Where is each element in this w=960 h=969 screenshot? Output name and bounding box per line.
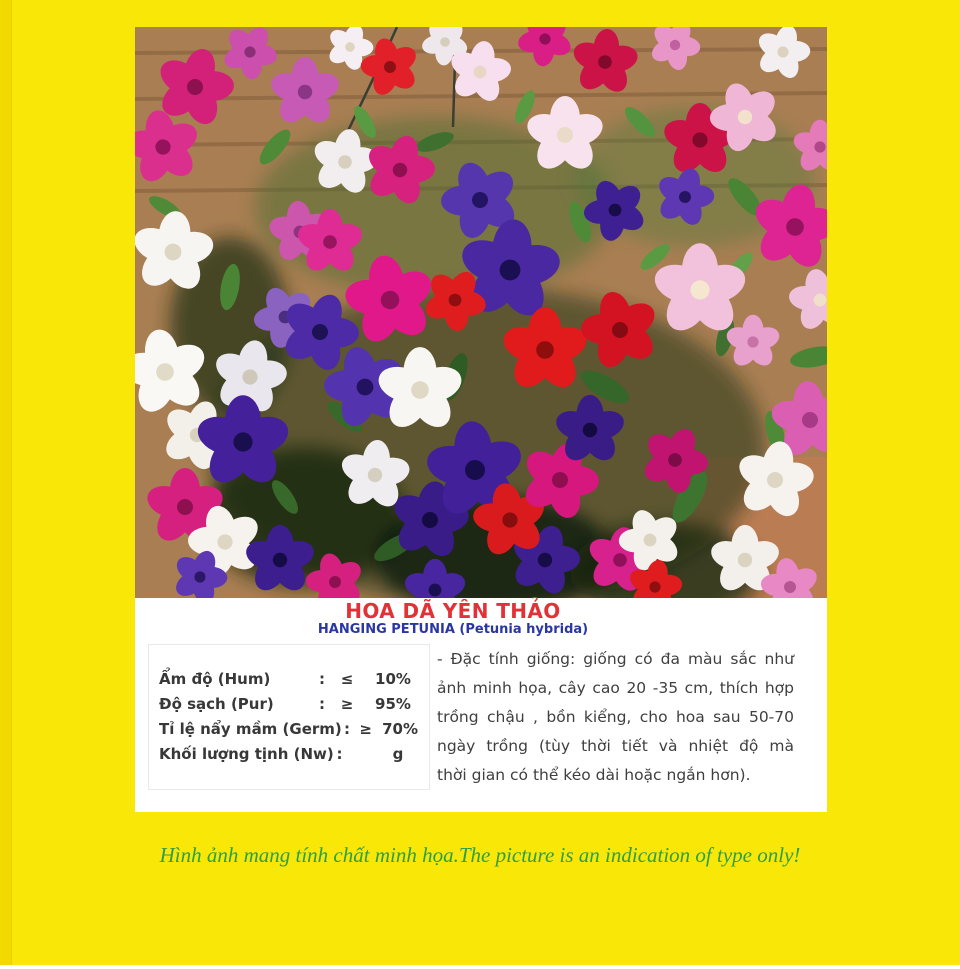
spec-operator: ≤ [340,669,354,688]
left-edge-strip [0,0,12,969]
spec-value: 70% [382,719,419,738]
description-line: - Đặc tính giống: giống có đa màu sắc như [437,650,794,668]
content-panel [135,27,827,812]
description-line: ảnh minh họa, cây cao 20 -35 cm, thích hợp [437,679,794,697]
spec-label: Ẩm độ (Hum) [159,669,271,688]
spec-colon: : [319,669,325,688]
spec-row-humidity [159,666,421,691]
spec-row-net-weight [159,741,421,766]
spec-operator: ≥ [340,694,354,713]
description-line: ngày trồng (tùy thời tiết và nhiệt độ mà [437,737,794,755]
spec-label: Khối lượng tịnh (Nw) [159,744,334,763]
footer-note: Hình ảnh mang tính chất minh họa.The picture is an indication of type only! [159,843,801,867]
spec-colon: : [319,694,325,713]
spec-label: Độ sạch (Pur) [159,694,274,713]
spec-table [148,644,430,790]
variety-description [437,644,794,790]
spec-value: 95% [375,694,411,713]
bottom-edge-strip [0,965,960,969]
spec-value: g [392,744,404,763]
content-row [148,644,827,790]
description-line: trồng chậu , bồn kiểng, cho hoa sau 50-70 [437,708,794,726]
spec-colon: : [336,744,343,763]
spec-value: 10% [375,669,411,688]
packet-title: HOA DÃ YÊN THẢO [345,599,561,623]
petunia-photo [135,27,827,598]
spec-row-germination [159,716,421,741]
spec-operator: ≥ [359,719,372,738]
packet-subtitle: HANGING PETUNIA (Petunia hybrida) [317,622,589,637]
description-line: thời gian có thể kéo dài hoặc ngắn hơn). [437,766,751,784]
spec-colon: : [344,719,350,738]
spec-label: Tỉ lệ nẩy mầm (Germ) [159,719,342,738]
spec-row-purity [159,691,421,716]
